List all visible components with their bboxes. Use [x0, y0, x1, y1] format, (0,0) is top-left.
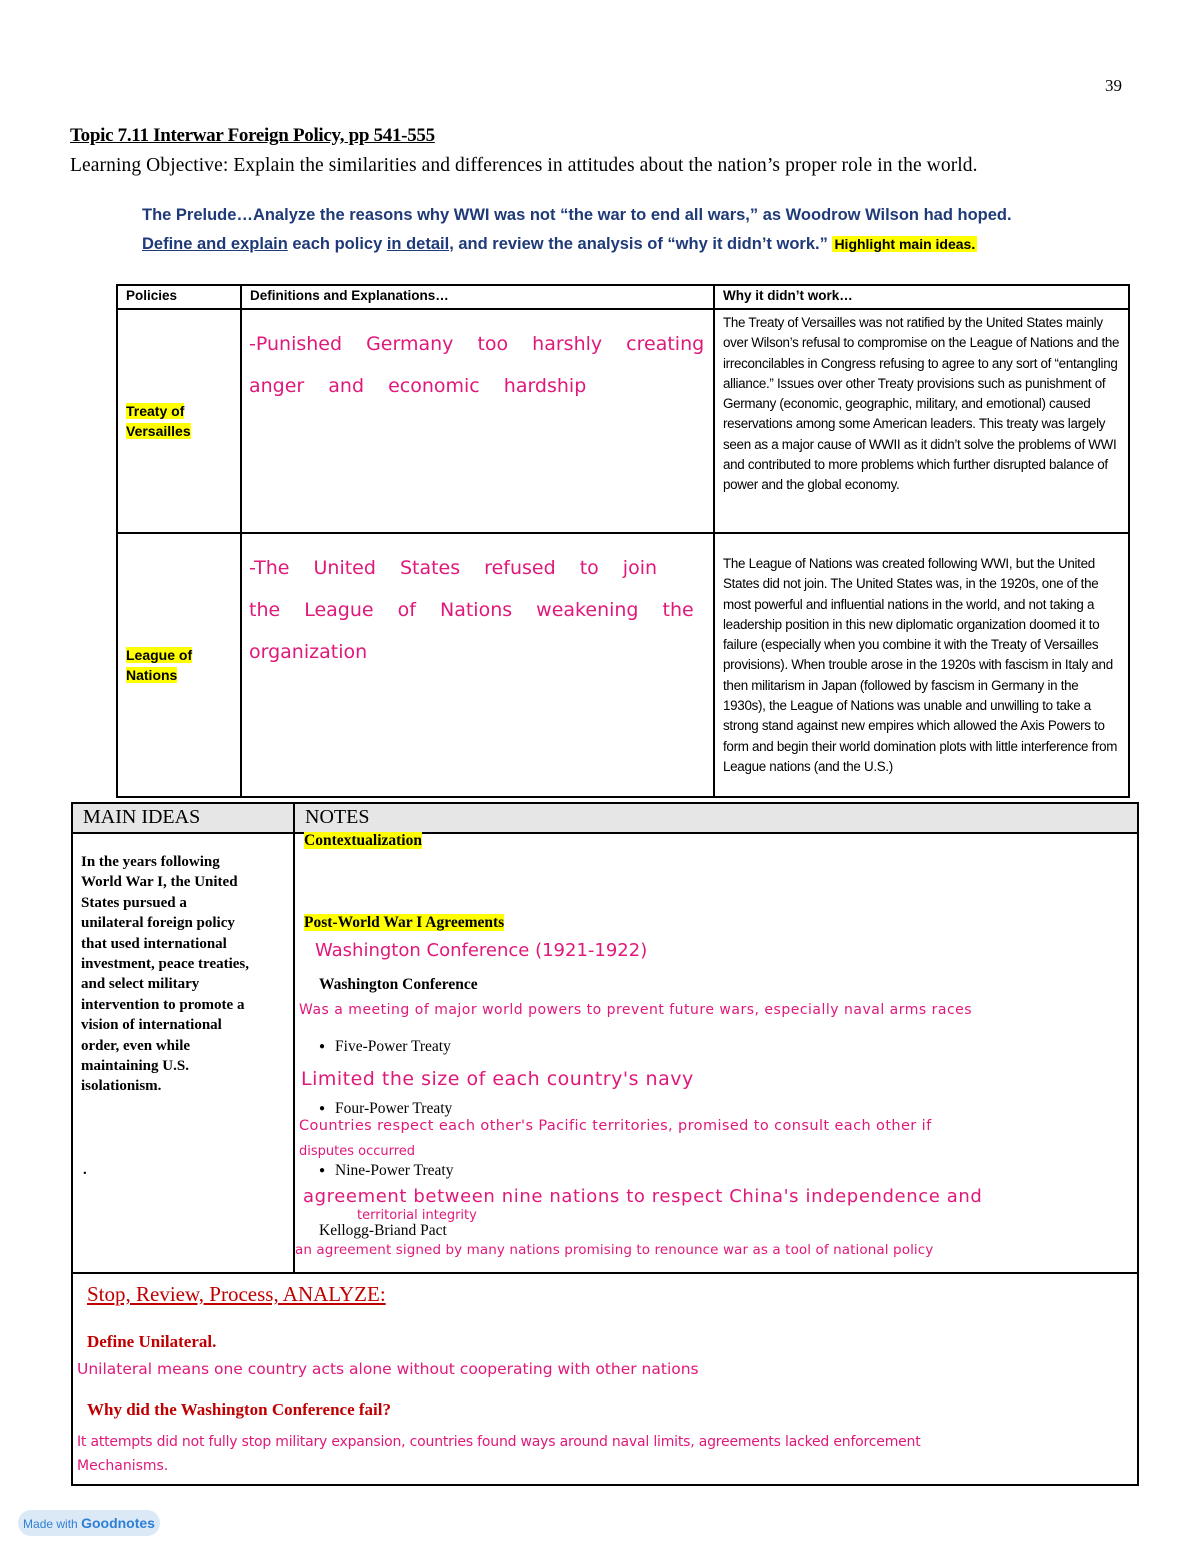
- goodnotes-badge[interactable]: [18, 1510, 160, 1536]
- instruction-mid: each policy: [287, 235, 387, 253]
- handwritten-washington-title: Washington Conference (1921-1922): [315, 940, 648, 961]
- policy-table-header: [117, 285, 1129, 309]
- header-why: Why it didn’t work…: [714, 285, 1129, 309]
- policy-table: [116, 284, 1130, 798]
- notes-table: [71, 802, 1139, 1274]
- why-cell: The Treaty of Versailles was not ratified by the United States mainly over Wilson’s refusal to compromise on the League of Nations and the irreconcilables in Congress refusing to agree to any sort of “entangling alliance.” Issues over other Treaty provisions such as punishment of Germany (economic, geographic, military, and emotional) caused reservations among some American leaders. This treaty was largely seen as a major cause of WWII as it didn’t solve the problems of WWI and contributed to more problems which further disrupted balance of power and the global economy.: [714, 309, 1129, 533]
- handwritten-washington-desc: Was a meeting of major world powers to prevent future wars, especially naval arms races: [299, 1002, 973, 1018]
- learning-objective: Learning Objective: Explain the similarities and differences in attitudes about the nation’s proper role in the world.: [70, 155, 978, 176]
- contextualization-label: Contextualization: [304, 832, 422, 849]
- handwritten-definition: -Punished Germany too harshly creating anger and economic hardship: [249, 333, 705, 397]
- washington-conference-label: Washington Conference: [319, 976, 478, 993]
- analyze-title: Stop, Review, Process, ANALYZE:: [87, 1282, 386, 1306]
- table-row: [117, 309, 1129, 533]
- badge-brand: Goodnotes: [81, 1515, 155, 1531]
- table-row: [117, 533, 1129, 797]
- question-define-unilateral: Define Unilateral.: [87, 1332, 217, 1351]
- policy-name: League of Nations: [126, 647, 193, 683]
- nine-power-item: ● Nine-Power Treaty: [319, 1162, 453, 1180]
- policy-cell: [117, 309, 241, 533]
- highlight-main-ideas: Highlight main ideas.: [834, 236, 976, 252]
- handwritten-four-power-2: disputes occurred: [299, 1144, 416, 1159]
- policy-name: Treaty of Versailles: [126, 403, 191, 439]
- badge-prefix: Made with: [23, 1517, 78, 1531]
- handwritten-four-power-1: Countries respect each other's Pacific territories, promised to consult each other if: [299, 1118, 932, 1134]
- question-washington-fail: Why did the Washington Conference fail?: [87, 1400, 391, 1419]
- five-power-item: ● Five-Power Treaty: [319, 1038, 451, 1056]
- main-ideas-text: In the years following World War I, the United States pursued a unilateral foreign policy that used international investment, peace treaties, and select military intervention to promote a vision of international order, even while maintaining U.S. isolationism.: [81, 854, 250, 1095]
- handwritten-nine-power-2: territorial integrity: [357, 1208, 477, 1223]
- topic-title: Topic 7.11 Interwar Foreign Policy, pp 541-555: [70, 125, 435, 146]
- handwritten-nine-power-1: agreement between nine nations to respect China's independence and: [303, 1186, 983, 1207]
- instruction-rest: , and review the analysis of “why it didn’t work.”: [449, 235, 833, 253]
- header-policies: Policies: [117, 285, 241, 309]
- definition-cell[interactable]: [241, 309, 714, 533]
- handwritten-answer-1: Unilateral means one country acts alone without cooperating with other nations: [77, 1360, 699, 1378]
- four-power-item: ● Four-Power Treaty: [319, 1100, 452, 1118]
- main-ideas-dot: .: [83, 1162, 87, 1178]
- why-cell: The League of Nations was created following WWI, but the United States did not join. The United States was, in the 1920s, one of the most powerful and influential nations in the world, and not taking a leadership position in this new diplomatic organization doomed it to failure (especially when you combine it with the Treaty of Versailles provisions). When trouble arose in the 1920s with fascism in Italy and then militarism in Japan (followed by fascism in Germany in the 1930s), the League of Nations was unable and unwilling to take a strong stand against new empires which allowed the Axis Powers to form and begin their world domination plots with little interference from League nations (and the U.S.): [714, 533, 1129, 797]
- define-instruction: [142, 235, 977, 254]
- handwritten-definition: -The United States refused to join the League of Nations weakening the organization: [249, 557, 694, 663]
- main-ideas-heading: MAIN IDEAS: [83, 806, 201, 828]
- page-number: 39: [1105, 76, 1122, 95]
- in-detail-text: in detail: [386, 235, 450, 253]
- handwritten-answer-2b: Mechanisms.: [77, 1458, 169, 1474]
- handwritten-answer-2a: It attempts did not fully stop military expansion, countries found ways around naval limits, agreements lacked enforcement: [77, 1434, 921, 1450]
- prelude-instruction: The Prelude…Analyze the reasons why WWI was not “the war to end all wars,” as Woodrow Wilson had hoped.: [142, 206, 1012, 224]
- post-ww1-label: Post-World War I Agreements: [304, 914, 505, 931]
- handwritten-kellogg: an agreement signed by many nations promising to renounce war as a tool of national policy: [295, 1242, 934, 1258]
- definition-cell[interactable]: [241, 533, 714, 797]
- handwritten-five-power: Limited the size of each country's navy: [301, 1068, 694, 1090]
- kellogg-briand-label: Kellogg-Briand Pact: [319, 1222, 447, 1239]
- define-explain-text: Define and explain: [142, 235, 288, 253]
- column-divider: [293, 804, 295, 1272]
- header-definitions: Definitions and Explanations…: [241, 285, 714, 309]
- policy-cell: [117, 533, 241, 797]
- notes-header: [73, 804, 1137, 834]
- analyze-box: [71, 1274, 1139, 1486]
- notes-heading: NOTES: [305, 806, 370, 828]
